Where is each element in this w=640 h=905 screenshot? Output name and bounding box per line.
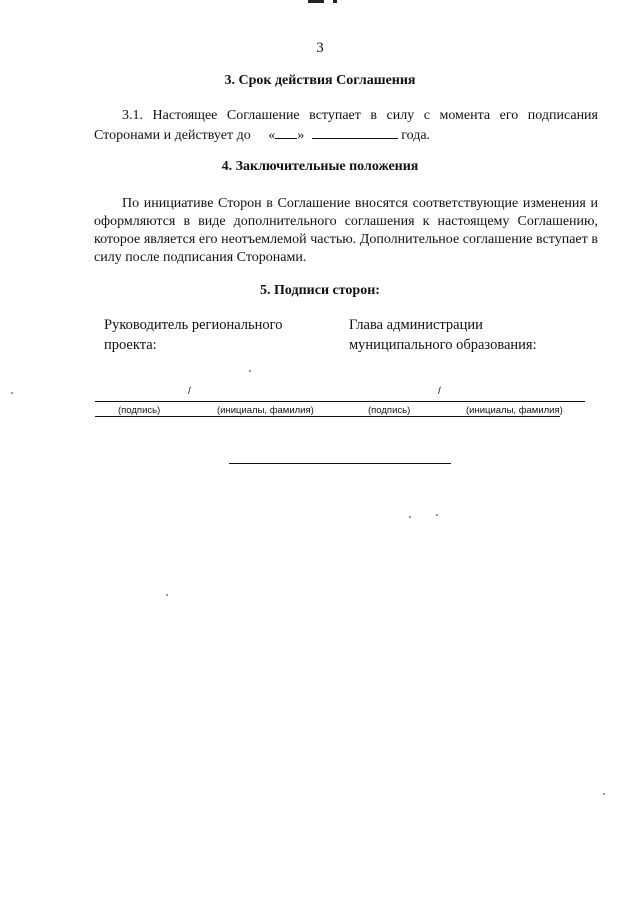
closing-rule [229, 463, 451, 464]
date-open-quote: « [268, 128, 276, 143]
scan-speck [249, 370, 251, 372]
right-title-line2: муниципального образования: [349, 337, 537, 353]
right-caption-name: (инициалы, фамилия) [466, 405, 563, 416]
left-caption-signature: (подпись) [118, 405, 161, 416]
section-4-paragraph: По инициативе Сторон в Соглашение вносятся соответствующие изменения и оформляются в виде дополнительного соглашения к настоящему Соглашению, которое является его неотъемлемой частью. Дополнительное соглашение вступает в силу после подписания Сторонами. [94, 196, 598, 265]
right-signatory-title [349, 315, 589, 355]
signature-line[interactable] [95, 401, 585, 402]
date-day-field[interactable] [275, 125, 297, 139]
left-caption-name: (инициалы, фамилия) [217, 405, 314, 416]
page-number: 3 [316, 40, 324, 56]
section-3-text: 3.1. Настоящее Соглашение вступает в силу с момента его подписания Сторонами и действует до [94, 108, 598, 143]
scan-mark [333, 0, 337, 3]
scan-speck [603, 793, 605, 795]
left-signatory-title [104, 315, 324, 355]
date-close-quote: » [297, 128, 305, 143]
left-signature-separator: / [188, 386, 191, 397]
right-caption-signature: (подпись) [368, 405, 411, 416]
right-title-line1: Глава администрации [349, 317, 483, 333]
section-4-heading: 4. Заключительные положения [221, 159, 419, 174]
section-3-paragraph [94, 107, 598, 145]
date-month-year-field[interactable] [312, 125, 398, 139]
left-title-line2: проекта: [104, 337, 157, 353]
scan-speck [166, 594, 168, 596]
section-5-heading: 5. Подписи сторон: [260, 283, 380, 298]
left-title-line1: Руководитель регионального [104, 317, 283, 333]
scan-mark [308, 0, 324, 3]
scan-speck [409, 516, 411, 518]
right-signature-separator: / [438, 386, 441, 397]
caption-underline [95, 416, 560, 417]
scan-speck [436, 514, 438, 516]
date-year-suffix: года. [401, 128, 431, 143]
scan-speck [11, 392, 13, 394]
section-3-heading: 3. Срок действия Соглашения [224, 73, 416, 88]
